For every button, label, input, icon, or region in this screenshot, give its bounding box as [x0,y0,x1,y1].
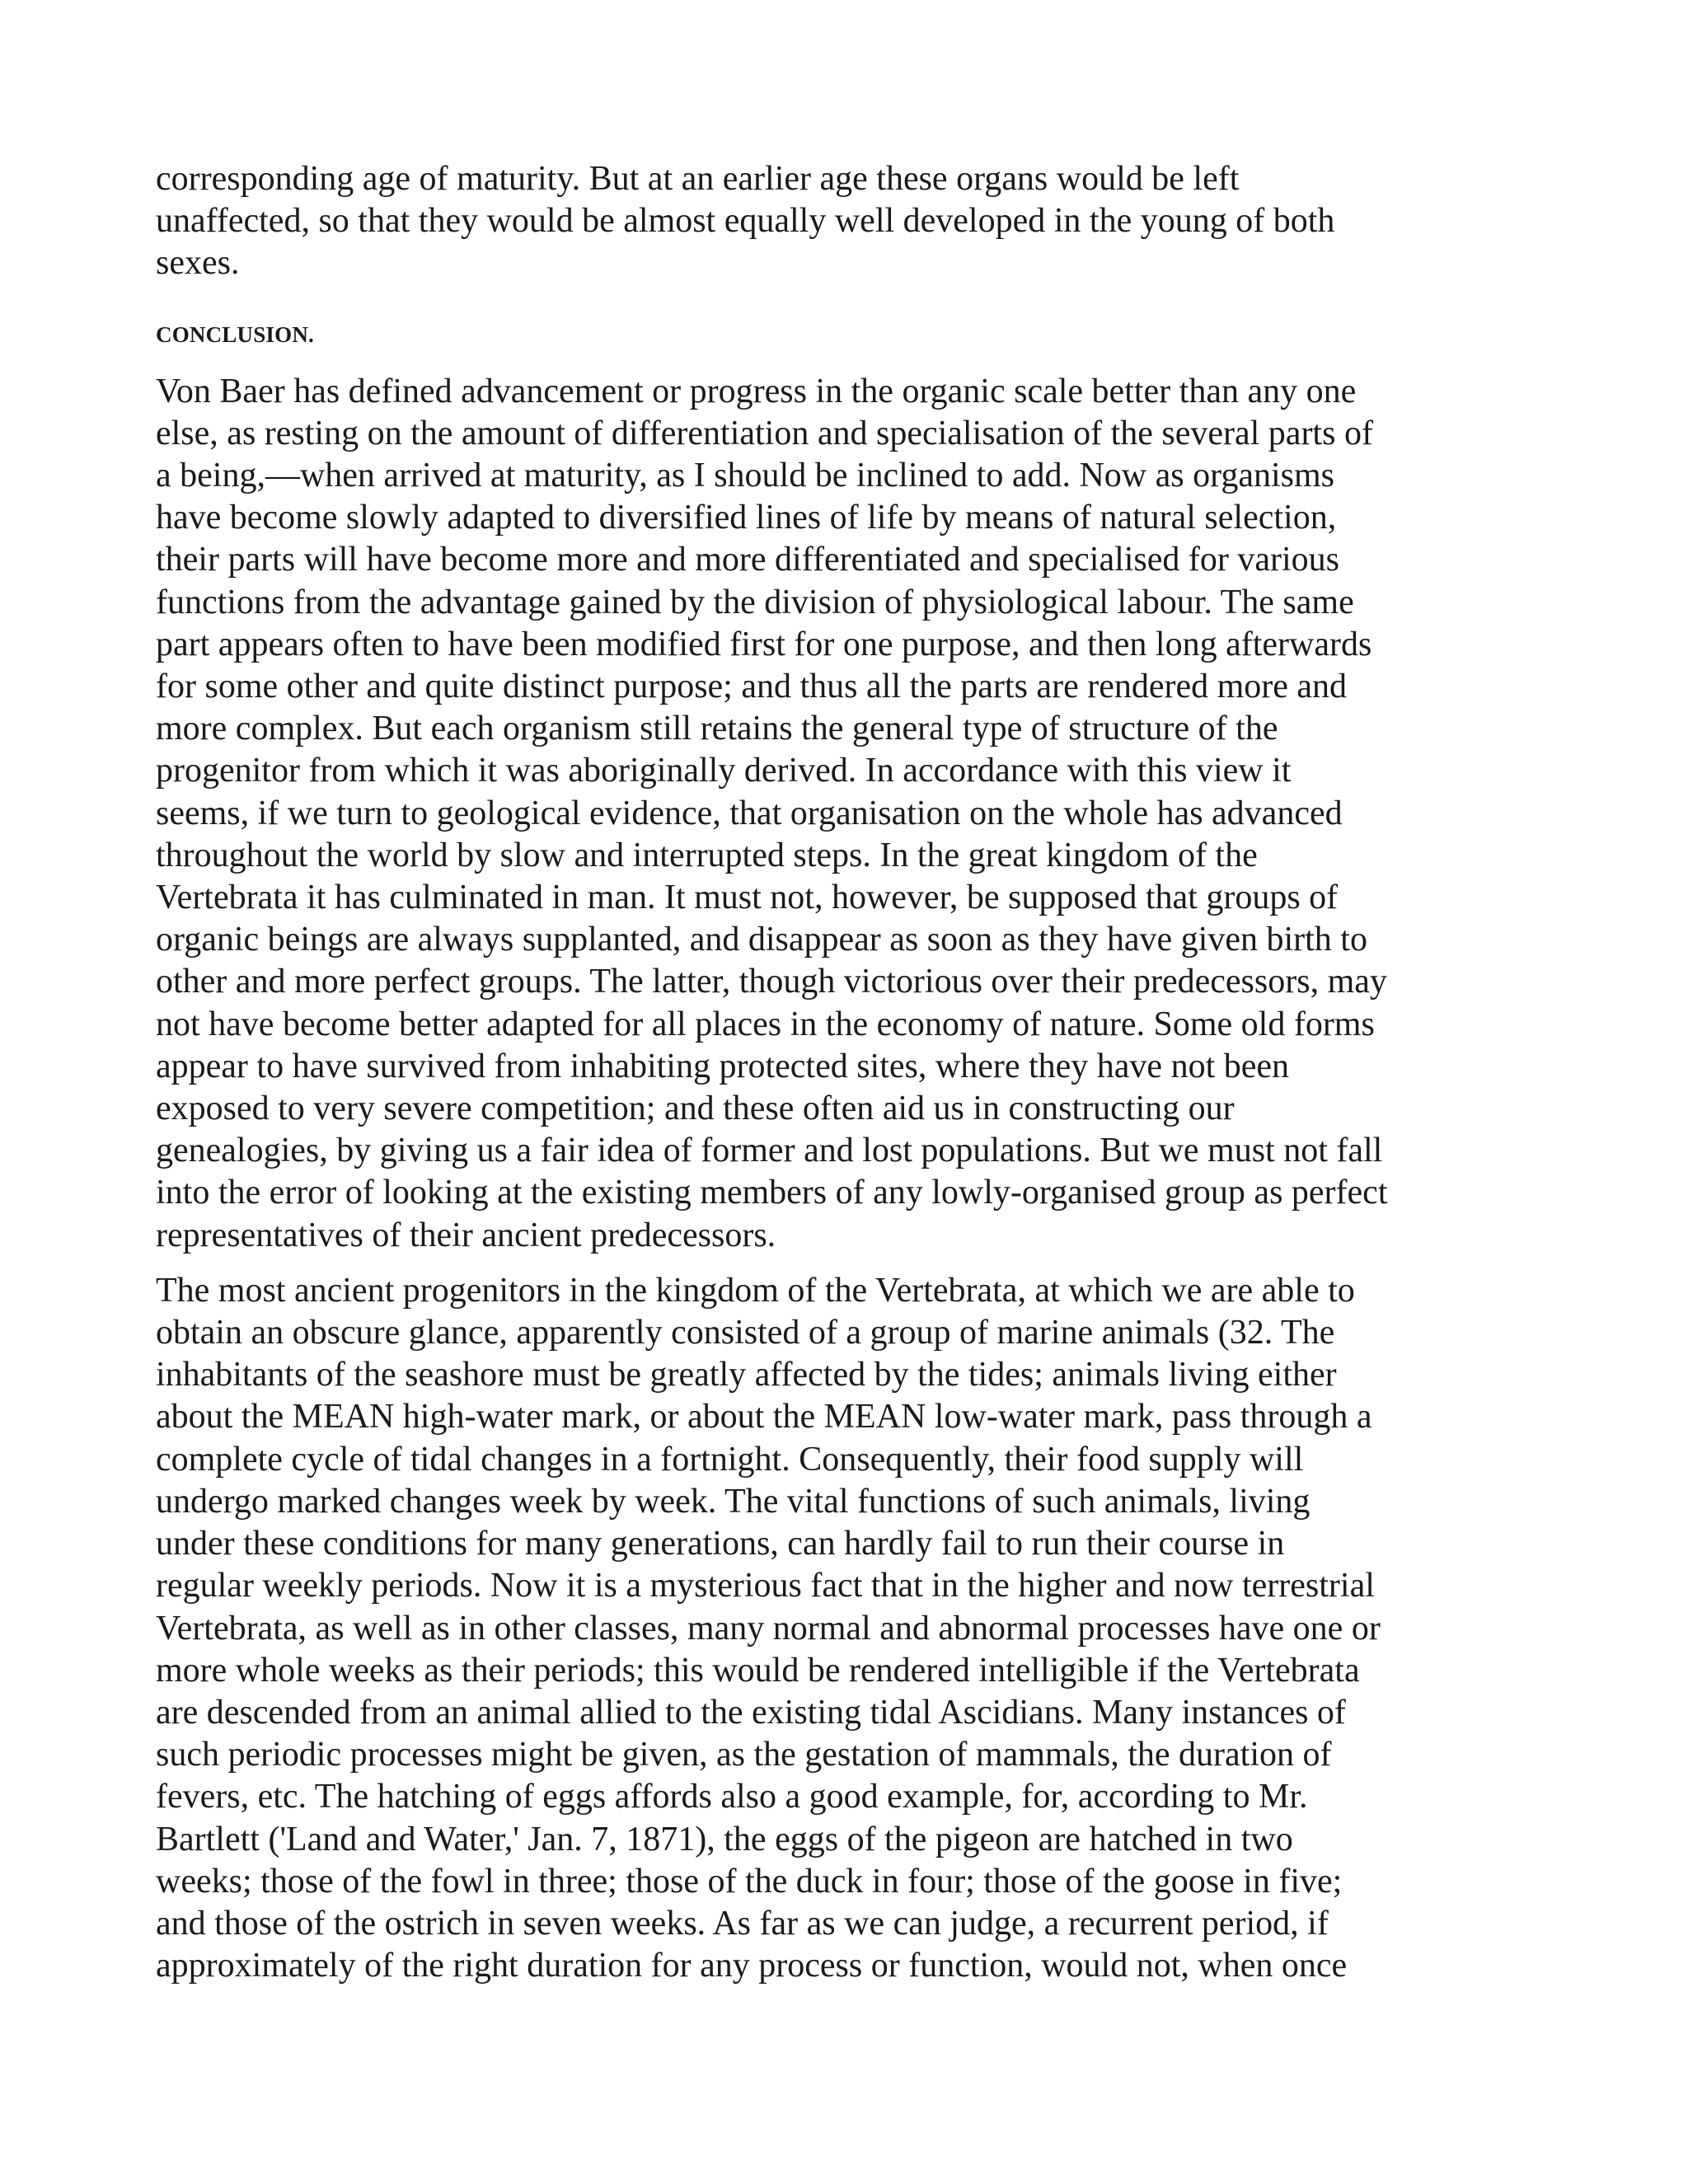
body-paragraph: Von Baer has defined advancement or progress in the organic scale better than any one else, as resting on the amount of differentiation and specialisation of the several parts of a being,—when arrived at maturity, as I should be inclined to add. Now as organisms have become slowly adapted to diversified lines of life by means of natural selection, their parts will have become more and more differentiated and specialised for various functions from the advantage gained by the division of physiological labour. The same part appears often to have been modified first for one purpose, and then long afterwards for some other and quite distinct purpose; and thus all the parts are rendered more and more complex. But each organism still retains the general type of structure of the progenitor from which it was aboriginally derived. In accordance with this view it seems, if we turn to geological evidence, that organisation on the whole has advanced throughout the world by slow and interrupted steps. In the great kingdom of the Vertebrata it has culminated in man. It must not, however, be supposed that groups of organic beings are always supplanted, and disappear as soon as they have given birth to other and more perfect groups. The latter, though victorious over their predecessors, may not have become better adapted for all places in the economy of nature. Some old forms appear to have survived from inhabiting protected sites, where they have not been exposed to very severe competition; and these often aid us in constructing our genealogies, by giving us a fair idea of former and lost populations. But we must not fall into the error of looking at the existing members of any lowly-organised group as perfect representatives of their ancient predecessors. [156,372,1388,1254]
opening-paragraph: corresponding age of maturity. But at an earlier age these organs would be left unaffected, so that they would be almost equally well developed in the young of both sexes. [156,160,1335,283]
document-page [156,158,1557,1987]
section-heading: CONCLUSION. [156,321,314,347]
body-paragraph: The most ancient progenitors in the kingdom of the Vertebrata, at which we are able to obtain an obscure glance, apparently consisted of a group of marine animals (32. The inhabitants of the seashore must be greatly affected by the tides; animals living either about the MEAN high-water mark, or about the MEAN low-water mark, pass through a complete cycle of tidal changes in a fortnight. Consequently, their food supply will undergo marked changes week by week. The vital functions of such animals, living under these conditions for many generations, can hardly fail to run their course in regular weekly periods. Now it is a mysterious fact that in the higher and now terrestrial Vertebrata, as well as in other classes, many normal and abnormal processes have one or more whole weeks as their periods; this would be rendered intelligible if the Vertebrata are descended from an animal allied to the existing tidal Ascidians. Many instances of such periodic processes might be given, as the gestation of mammals, the duration of fevers, etc. The hatching of eggs affords also a good example, for, according to Mr. Bartlett ('Land and Water,' Jan. 7, 1871), the eggs of the pigeon are hatched in two weeks; those of the fowl in three; those of the duck in four; those of the goose in five; and those of the ostrich in seven weeks. As far as we can judge, a recurrent period, if approximately of the right duration for any process or function, would not, when once [156,1271,1381,1985]
